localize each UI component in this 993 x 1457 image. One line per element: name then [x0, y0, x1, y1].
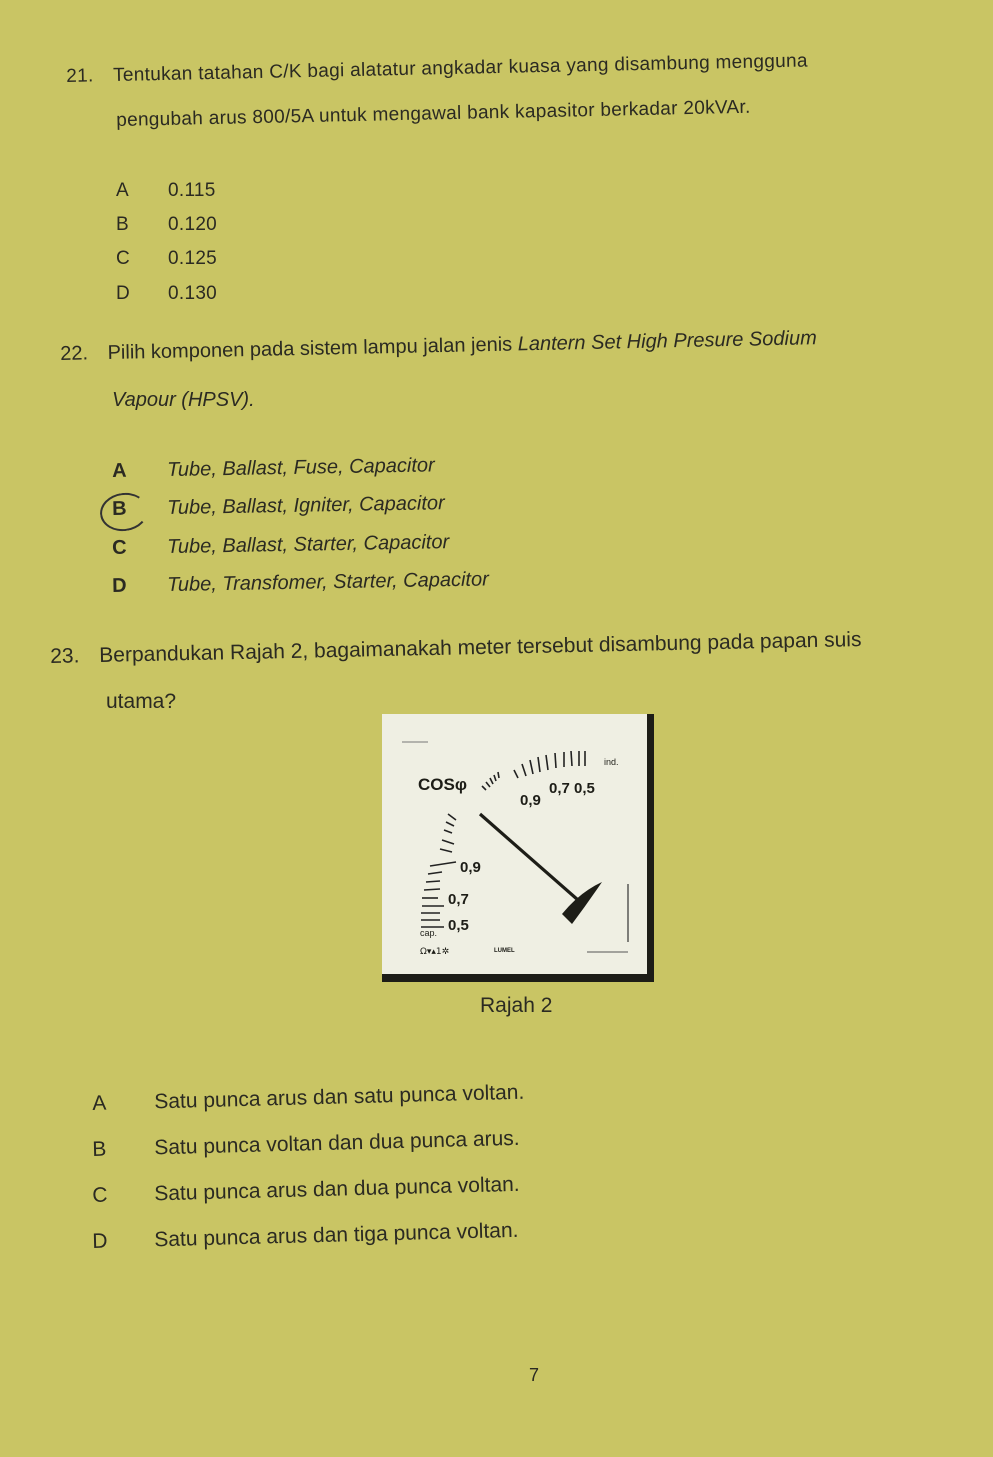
option-23-c[interactable] [92, 1170, 613, 1212]
option-text: Tube, Ballast, Igniter, Capacitor [166, 492, 445, 520]
ind-label: ind. [604, 757, 619, 767]
question-22-line1 [60, 327, 817, 366]
option-22-b[interactable] [112, 491, 532, 524]
option-letter: D [116, 283, 131, 304]
option-letter: B [92, 1137, 107, 1161]
option-letter: D [112, 574, 127, 597]
option-letter: C [116, 248, 131, 269]
cap-scale-label-2: 0,7 [448, 891, 469, 908]
option-letter: A [112, 459, 127, 482]
option-letter: C [92, 1183, 108, 1207]
option-text: Tube, Ballast, Starter, Capacitor [166, 531, 450, 559]
question-number: 23. [50, 644, 80, 668]
option-21-d[interactable] [116, 283, 316, 307]
figure-caption: Rajah 2 [480, 994, 553, 1017]
option-21-b[interactable] [116, 214, 316, 238]
question-number: 21. [66, 65, 94, 87]
cap-label: cap. [420, 928, 438, 938]
maker-mark: Ω▾▴1✲ [420, 947, 450, 957]
ind-scale-label-2: 0,7 [549, 780, 570, 797]
option-text: Satu punca arus dan dua punca voltan. [153, 1172, 520, 1206]
question-text: Tentukan tatahan C/K bagi alatatur angkadar kuasa yang disambung mengguna [112, 50, 808, 87]
question-22-line2: Vapour (HPSV). [112, 389, 255, 411]
question-text: Pilih komponen pada sistem lampu jalan jenis [107, 333, 518, 365]
option-text: 0.120 [168, 214, 218, 235]
question-23-line1 [50, 628, 862, 669]
option-letter: C [112, 536, 127, 559]
option-23-d[interactable] [92, 1216, 613, 1258]
option-22-d[interactable] [112, 567, 552, 601]
cap-scale-ticks [421, 814, 456, 927]
question-text-italic: Lantern Set High Presure Sodium [517, 327, 817, 356]
page-number: 7 [529, 1365, 540, 1385]
option-23-b[interactable] [92, 1124, 613, 1166]
option-text: Tube, Transfomer, Starter, Capacitor [166, 568, 489, 597]
ind-scale-label-3: 0,5 [574, 780, 595, 797]
option-21-a[interactable] [116, 180, 316, 204]
option-letter: A [116, 180, 129, 201]
power-factor-meter-figure [382, 714, 654, 982]
cap-scale-label-3: 0,5 [448, 917, 469, 934]
needle-pivot [562, 882, 602, 924]
meter-needle [480, 814, 578, 900]
option-22-c[interactable] [112, 530, 532, 563]
option-text: 0.115 [168, 180, 216, 201]
option-text: Satu punca arus dan satu punca voltan. [153, 1080, 525, 1114]
brand-label: LUMEL [494, 948, 515, 954]
meter-title: COSφ [418, 775, 467, 794]
question-21-line1 [66, 50, 808, 88]
ind-scale-label-1: 0,9 [520, 792, 541, 809]
option-text: 0.125 [168, 248, 218, 269]
question-text: Berpandukan Rajah 2, bagaimanakah meter tersebut disambung pada papan suis [99, 628, 862, 667]
option-text: 0.130 [168, 283, 218, 304]
option-text: Satu punca arus dan tiga punca voltan. [153, 1218, 519, 1252]
option-text: Tube, Ballast, Fuse, Capacitor [166, 454, 435, 482]
option-letter: D [92, 1229, 108, 1253]
option-21-c[interactable] [116, 248, 316, 272]
option-letter: A [92, 1091, 107, 1115]
question-23-line2: utama? [106, 690, 177, 713]
question-21-line2: pengubah arus 800/5A untuk mengawal bank kapasitor berkadar 20kVAr. [116, 96, 751, 131]
cap-scale-label-1: 0,9 [460, 859, 481, 876]
option-text: Satu punca voltan dan dua punca arus. [153, 1126, 520, 1160]
option-22-a[interactable] [112, 453, 532, 486]
option-letter: B [112, 497, 127, 520]
option-letter: B [116, 214, 129, 235]
option-23-a[interactable] [92, 1078, 613, 1120]
meter-dial-svg [382, 714, 647, 974]
question-number: 22. [60, 342, 89, 365]
